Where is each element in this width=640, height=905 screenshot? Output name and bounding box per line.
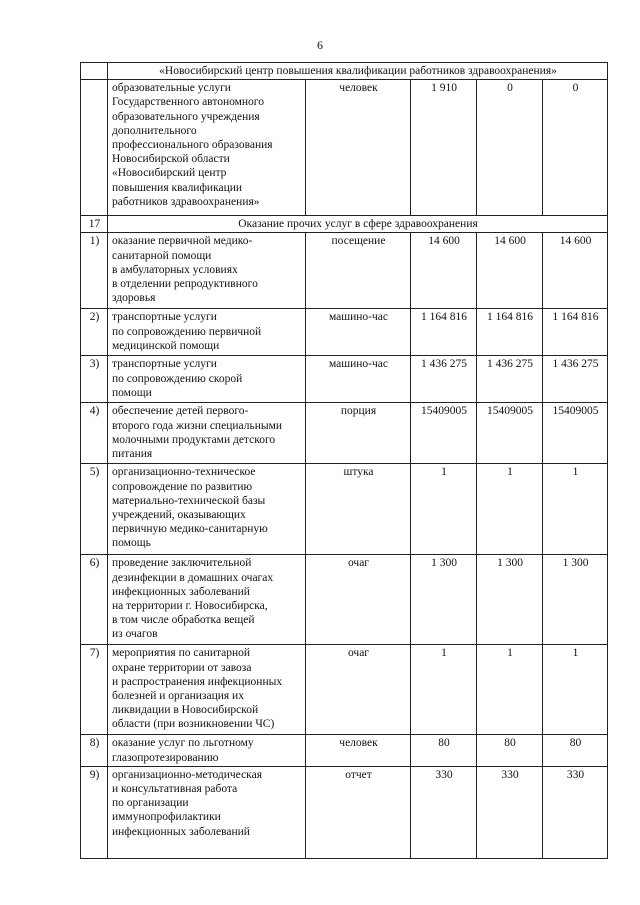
- row-number: 8): [81, 735, 108, 766]
- value-year-3: 15409005: [543, 403, 608, 464]
- service-name: мероприятия по санитарной охране территории от завоза и распространения инфекционных болезней и организация их ликвидации в Новосибирской области (при возникновении ЧС): [108, 645, 306, 735]
- value-year-3: 330: [543, 766, 608, 858]
- service-name: оказание первичной медико- санитарной помощи в амбулаторных условиях в отделении репродуктивного здоровья: [108, 233, 306, 309]
- service-unit: машино-час: [306, 309, 411, 356]
- row-number: 7): [81, 645, 108, 735]
- service-unit: человек: [306, 735, 411, 766]
- value-year-2: 1: [477, 464, 543, 555]
- row-number: 5): [81, 464, 108, 555]
- service-name: организационно-методическая и консультативная работа по организации иммунопрофилактики инфекционных заболеваний: [108, 766, 306, 858]
- table-row: [81, 309, 608, 356]
- section-title: Оказание прочих услуг в сфере здравоохранения: [108, 216, 608, 233]
- value-year-1: 1 910: [411, 80, 477, 216]
- row-number: 1): [81, 233, 108, 309]
- service-unit: очаг: [306, 645, 411, 735]
- table-row: [81, 464, 608, 555]
- service-unit: машино-час: [306, 356, 411, 403]
- value-year-2: 330: [477, 766, 543, 858]
- value-year-2: 80: [477, 735, 543, 766]
- service-name: транспортные услуги по сопровождению первичной медицинской помощи: [108, 309, 306, 356]
- value-year-1: 15409005: [411, 403, 477, 464]
- table-row: [81, 645, 608, 735]
- value-year-1: 1: [411, 464, 477, 555]
- value-year-1: 1 164 816: [411, 309, 477, 356]
- continuation-header: «Новосибирский центр повышения квалификации работников здравоохранения»: [108, 63, 608, 80]
- table-row: [81, 63, 608, 80]
- table-cell: [81, 63, 108, 80]
- value-year-2: 0: [477, 80, 543, 216]
- service-name: образовательные услуги Государственного автономного образовательного учреждения дополнительного профессионального образования Новосибирской области «Новосибирский центр повышения квалификации работников здравоохранения»: [108, 80, 306, 216]
- service-unit: человек: [306, 80, 411, 216]
- value-year-1: 14 600: [411, 233, 477, 309]
- row-number: 3): [81, 356, 108, 403]
- table-row: [81, 735, 608, 766]
- table-row: [81, 403, 608, 464]
- table-row: [81, 233, 608, 309]
- value-year-1: 80: [411, 735, 477, 766]
- value-year-3: 1 164 816: [543, 309, 608, 356]
- table-cell: [81, 80, 108, 216]
- row-number: 4): [81, 403, 108, 464]
- service-unit: отчет: [306, 766, 411, 858]
- value-year-2: 14 600: [477, 233, 543, 309]
- service-name: проведение заключительной дезинфекции в домашних очагах инфекционных заболеваний на территории г. Новосибирска, в том числе обработка вещей из очагов: [108, 555, 306, 645]
- table-row: [81, 356, 608, 403]
- service-unit: штука: [306, 464, 411, 555]
- value-year-3: 1: [543, 464, 608, 555]
- table-row: [81, 555, 608, 645]
- value-year-1: 330: [411, 766, 477, 858]
- value-year-2: 1 300: [477, 555, 543, 645]
- value-year-3: 80: [543, 735, 608, 766]
- services-table: [80, 62, 608, 859]
- value-year-1: 1 300: [411, 555, 477, 645]
- value-year-1: 1 436 275: [411, 356, 477, 403]
- row-number: 9): [81, 766, 108, 858]
- value-year-2: 1: [477, 645, 543, 735]
- section-row: [81, 216, 608, 233]
- value-year-3: 0: [543, 80, 608, 216]
- value-year-3: 1: [543, 645, 608, 735]
- value-year-2: 1 436 275: [477, 356, 543, 403]
- section-number: 17: [81, 216, 108, 233]
- page-number: 6: [317, 38, 323, 52]
- value-year-3: 1 300: [543, 555, 608, 645]
- service-unit: посещение: [306, 233, 411, 309]
- value-year-2: 1 164 816: [477, 309, 543, 356]
- table-row: [81, 80, 608, 216]
- value-year-2: 15409005: [477, 403, 543, 464]
- value-year-3: 14 600: [543, 233, 608, 309]
- service-name: оказание услуг по льготному глазопротезированию: [108, 735, 306, 766]
- row-number: 6): [81, 555, 108, 645]
- value-year-1: 1: [411, 645, 477, 735]
- service-name: организационно-техническое сопровождение по развитию материально-технической базы учреждений, оказывающих первичную медико-санитарную помощь: [108, 464, 306, 555]
- value-year-3: 1 436 275: [543, 356, 608, 403]
- service-name: обеспечение детей первого- второго года жизни специальными молочными продуктами детского питания: [108, 403, 306, 464]
- service-name: транспортные услуги по сопровождению скорой помощи: [108, 356, 306, 403]
- row-number: 2): [81, 309, 108, 356]
- table-row: [81, 766, 608, 858]
- service-unit: очаг: [306, 555, 411, 645]
- service-unit: порция: [306, 403, 411, 464]
